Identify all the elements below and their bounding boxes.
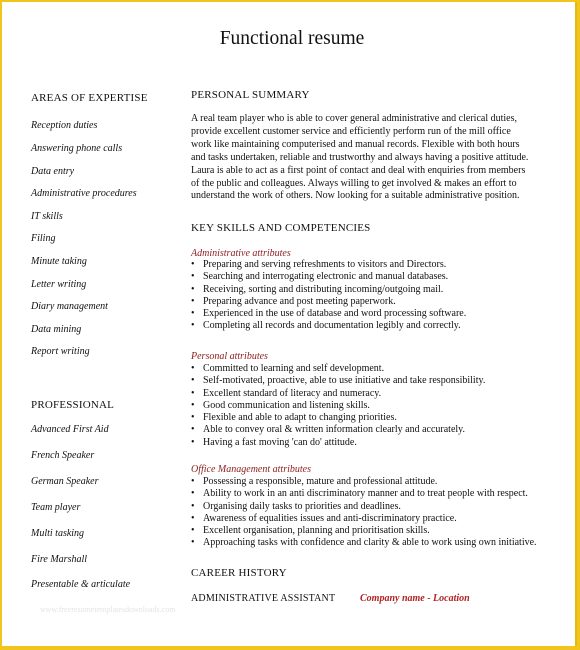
list-item	[191, 537, 551, 549]
list-item-text: Completing all records and documentation legibly and correctly.	[203, 320, 461, 332]
list-item-text: Able to convey oral & written information clearly and accurately.	[203, 424, 466, 436]
personal-attributes-list	[191, 363, 551, 449]
admin-attributes-heading: Administrative attributes	[191, 248, 291, 259]
summary-line: of the public and colleagues. Always willing to get involved & makes an effort to	[191, 177, 517, 189]
expertise-item: Answering phone calls	[31, 143, 123, 154]
list-item	[191, 308, 551, 320]
company-location: Company name - Location	[360, 593, 470, 604]
list-item-text: Excellent standard of literacy and numeracy.	[203, 387, 382, 399]
bullet: •	[191, 271, 195, 283]
expertise-item: IT skills	[31, 211, 63, 222]
office-management-list	[191, 476, 551, 550]
bullet: •	[191, 308, 195, 320]
summary-line: understand the work of others. Now looking for a suitable administrative position.	[191, 190, 520, 202]
list-item	[191, 259, 551, 271]
summary-line: A real team player who is able to cover general administrative and clerical duties,	[191, 113, 517, 124]
bullet: •	[191, 375, 195, 387]
list-item	[191, 412, 551, 424]
bullet: •	[191, 537, 195, 549]
bullet: •	[191, 295, 195, 307]
list-item-text: Possessing a responsible, mature and professional attitude.	[203, 476, 438, 487]
list-item-text: Experienced in the use of database and word processing software.	[203, 308, 467, 320]
list-item	[191, 424, 551, 436]
list-item-text: Self-motivated, proactive, able to use initiative and take responsibility.	[203, 375, 486, 387]
bullet: •	[191, 363, 195, 374]
key-skills-heading: KEY SKILLS AND COMPETENCIES	[191, 222, 371, 234]
professional-item: Team player	[31, 502, 81, 513]
list-item	[191, 375, 551, 387]
list-item	[191, 488, 551, 500]
list-item-text: Good communication and listening skills.	[203, 399, 370, 411]
list-item-text: Awareness of equalities issues and anti-discriminatory practice.	[203, 512, 457, 524]
watermark: www.freeresumetemplatesdownloads.com	[40, 605, 176, 614]
professional-heading: PROFESSIONAL	[31, 399, 115, 411]
personal-summary-heading: PERSONAL SUMMARY	[191, 89, 310, 101]
bullet: •	[191, 476, 195, 487]
bullet: •	[191, 259, 195, 270]
bullet: •	[191, 488, 195, 500]
bullet: •	[191, 436, 195, 448]
list-item	[191, 284, 551, 296]
bullet: •	[191, 424, 195, 436]
professional-item: Advanced First Aid	[31, 424, 109, 435]
expertise-heading: AREAS OF EXPERTISE	[31, 92, 148, 104]
list-item	[191, 525, 551, 537]
bullet: •	[191, 283, 195, 295]
personal-summary-text	[191, 113, 551, 203]
job-title: ADMINISTRATIVE ASSISTANT	[191, 593, 336, 604]
list-item	[191, 271, 551, 283]
list-item-text: Preparing and serving refreshments to visitors and Directors.	[203, 259, 447, 270]
resume-page	[2, 2, 577, 646]
expertise-item: Diary management	[31, 301, 108, 312]
bullet: •	[191, 500, 195, 512]
professional-item: Multi tasking	[31, 528, 85, 539]
list-item-text: Receiving, sorting and distributing incoming/outgoing mail.	[203, 283, 444, 295]
list-item	[191, 437, 551, 449]
summary-line: Laura is able to act as a first point of contact and deal with enquiries from members	[191, 164, 526, 176]
personal-attributes-heading: Personal attributes	[191, 351, 268, 362]
list-item	[191, 513, 551, 525]
expertise-item: Administrative procedures	[31, 188, 137, 199]
bullet: •	[191, 320, 195, 332]
office-management-heading: Office Management attributes	[191, 464, 311, 475]
page-title: Functional resume	[219, 28, 365, 49]
admin-attributes-list	[191, 259, 551, 333]
summary-line: and tasks undertaken, reliable and trustworthy and always having a positive attitude.	[191, 151, 529, 163]
expertise-item: Reception duties	[31, 120, 98, 131]
list-item-text: Excellent organisation, planning and prioritisation skills.	[203, 525, 430, 537]
list-item	[191, 296, 551, 308]
professional-item: Fire Marshall	[31, 554, 88, 565]
list-item-text: Searching and interrogating electronic and manual databases.	[203, 271, 449, 283]
list-item-text: Committed to learning and self development.	[203, 363, 385, 374]
list-item	[191, 476, 551, 488]
professional-item: Presentable & articulate	[31, 579, 131, 590]
summary-line: provide excellent customer service and efficiently perform run of the mill office	[191, 125, 511, 137]
bullet: •	[191, 387, 195, 399]
professional-item: German Speaker	[31, 476, 99, 487]
bullet: •	[191, 412, 195, 424]
expertise-item: Minute taking	[31, 256, 87, 267]
bullet: •	[191, 512, 195, 524]
bullet: •	[191, 399, 195, 411]
list-item-text: Preparing advance and post meeting paperwork.	[203, 295, 396, 307]
list-item	[191, 388, 551, 400]
list-item	[191, 400, 551, 412]
expertise-item: Letter writing	[31, 279, 87, 290]
list-item-text: Flexible and able to adapt to changing priorities.	[203, 412, 397, 424]
list-item	[191, 501, 551, 513]
list-item-text: Organising daily tasks to priorities and deadlines.	[203, 500, 401, 512]
list-item-text: Ability to work in an anti discriminatory manner and to treat people with respect.	[203, 488, 528, 500]
expertise-item: Report writing	[31, 346, 90, 357]
list-item	[191, 363, 551, 375]
bullet: •	[191, 525, 195, 537]
list-item	[191, 320, 551, 332]
professional-item: French Speaker	[31, 450, 95, 461]
career-history-heading: CAREER HISTORY	[191, 567, 287, 579]
expertise-item: Data mining	[31, 324, 82, 335]
expertise-item: Data entry	[31, 166, 75, 177]
list-item-text: Approaching tasks with confidence and clarity & able to work using own initiative.	[203, 537, 537, 549]
expertise-item: Filing	[31, 233, 56, 244]
summary-line: work like maintaining computerised and manual records. Flexible with both hours	[191, 138, 520, 150]
list-item-text: Having a fast moving 'can do' attitude.	[203, 436, 357, 448]
